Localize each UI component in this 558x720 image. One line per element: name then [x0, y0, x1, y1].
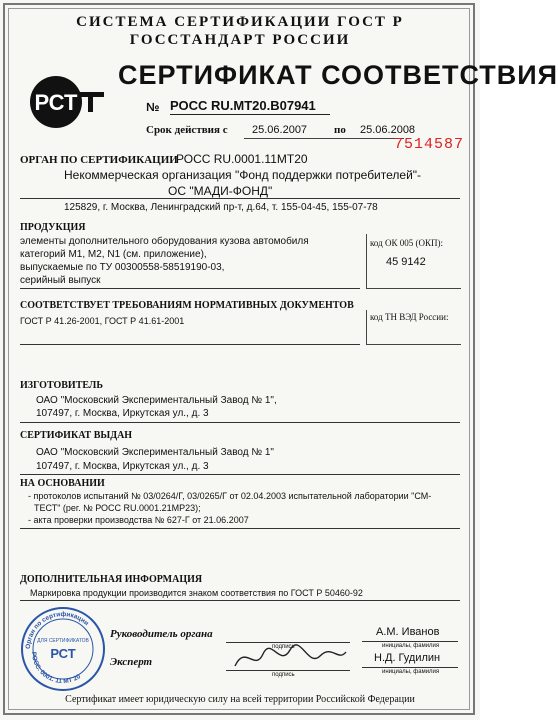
to-label: по [334, 124, 346, 136]
manufacturer-line-2: 107497, г. Москва, Иркутская ул., д. 3 [36, 408, 209, 419]
issued-rule [20, 474, 460, 475]
expert-name-line [362, 667, 458, 668]
issued-line-2: 107497, г. Москва, Иркутская ул., д. 3 [36, 461, 209, 472]
head-label: Руководитель органа [110, 628, 213, 640]
basis-line-1: - протоколов испытаний № 03/0264/Г, 03/0265/Г от 02.04.2003 испытательной лаборатории "СМ- [28, 491, 432, 501]
footer-text: Сертификат имеет юридическую силу на всей территории Российской Федерации [65, 694, 415, 705]
additional-label: ДОПОЛНИТЕЛЬНАЯ ИНФОРМАЦИЯ [20, 574, 203, 585]
organ-name-line2: ОС "МАДИ-ФОНД" [168, 184, 273, 198]
serial-number: 7514587 [394, 136, 465, 153]
certificate-number: РОСС RU.МТ20.В07941 [170, 98, 316, 113]
product-line-2: категорий М1, М2, N1 (см. приложение), [20, 249, 207, 260]
manufacturer-rule [20, 422, 460, 423]
product-line-3: выпускаемые по ТУ 00300558-58519190-03, [20, 262, 225, 273]
organ-code: РОСС RU.0001.11МТ20 [176, 152, 308, 166]
expert-label: Эксперт [110, 656, 153, 668]
organ-address: 125829, г. Москва, Ленинградский пр-т, д.64, т. 155-04-45, 155-07-78 [64, 202, 378, 213]
expert-name: Н.Д. Гудилин [374, 652, 441, 664]
okp-value: 45 9142 [386, 256, 426, 268]
certificate-title: СЕРТИФИКАТ СООТВЕТСТВИЯ [118, 60, 558, 90]
organ-label: ОРГАН ПО СЕРТИФИКАЦИИ [20, 154, 178, 166]
product-line-1: элементы дополнительного оборудования кузова автомобиля [20, 236, 309, 247]
manufacturer-line-1: ОАО "Московский Экспериментальный Завод № 1", [36, 395, 277, 406]
basis-line-3: - акта проверки производства № 627-Г от 21.06.2007 [28, 515, 249, 525]
stamp-center-text: ДЛЯ СЕРТИФИКАТОВ [37, 638, 89, 644]
additional-text: Маркировка продукции производится знаком соответствия по ГОСТ Р 50460-92 [30, 588, 363, 598]
issued-line-1: ОАО "Московский Экспериментальный Завод № 1" [36, 447, 274, 458]
okp-label: код ОК 005 (ОКП): [370, 238, 443, 248]
pct-logo-icon [26, 72, 108, 132]
head-name-caption: инициалы, фамилия [382, 643, 440, 649]
normative-rule [20, 344, 360, 345]
stamp-bottom-text: РОСС. 0001. 11 МТ 20 [29, 651, 82, 686]
head-name: А.М. Иванов [376, 626, 440, 638]
issued-label: СЕРТИФИКАТ ВЫДАН [20, 430, 133, 441]
basis-rule [20, 528, 460, 529]
number-underline [170, 114, 330, 115]
number-label: № [146, 100, 160, 114]
manufacturer-label: ИЗГОТОВИТЕЛЬ [20, 380, 103, 391]
stamp-logo-text: РСТ [50, 646, 76, 661]
product-line-4: серийный выпуск [20, 275, 101, 286]
head-sign-caption: подпись [272, 644, 295, 650]
round-seal-stamp [20, 606, 106, 692]
signature-scribble [230, 638, 350, 674]
tnved-label: код ТН ВЭД России: [370, 312, 449, 322]
expert-sign-caption: подпись [272, 672, 295, 678]
stamp-top-text: Орган по сертификации [24, 610, 90, 650]
date-from: 25.06.2007 [252, 124, 308, 136]
date-to: 25.06.2008 [360, 124, 416, 136]
basis-label: НА ОСНОВАНИИ [20, 478, 105, 489]
expert-name-caption: инициалы, фамилия [382, 669, 440, 675]
agency-heading: ГОССТАНДАРТ РОССИИ [129, 32, 351, 48]
system-heading: СИСТЕМА СЕРТИФИКАЦИИ ГОСТ Р [76, 14, 404, 30]
normative-value: ГОСТ Р 41.26-2001, ГОСТ Р 41.61-2001 [20, 316, 185, 326]
expert-sign-line [226, 670, 350, 671]
product-label: ПРОДУКЦИЯ [20, 222, 86, 233]
product-rule [20, 288, 360, 289]
organ-rule [20, 198, 460, 199]
organ-name-line1: Некоммерческая организация "Фонд поддержки потребителей"- [64, 168, 422, 182]
head-name-line [362, 641, 458, 642]
additional-rule [20, 600, 460, 601]
validity-label: Срок действия с [146, 124, 228, 136]
dates-underline [244, 138, 404, 139]
normative-label: СООТВЕТСТВУЕТ ТРЕБОВАНИЯМ НОРМАТИВНЫХ ДОКУМЕНТОВ [20, 300, 354, 311]
basis-line-2: ТЕСТ" (рег. № РОСС RU.0001.21МР23); [34, 503, 201, 513]
logo-text: РСТ [34, 90, 78, 115]
